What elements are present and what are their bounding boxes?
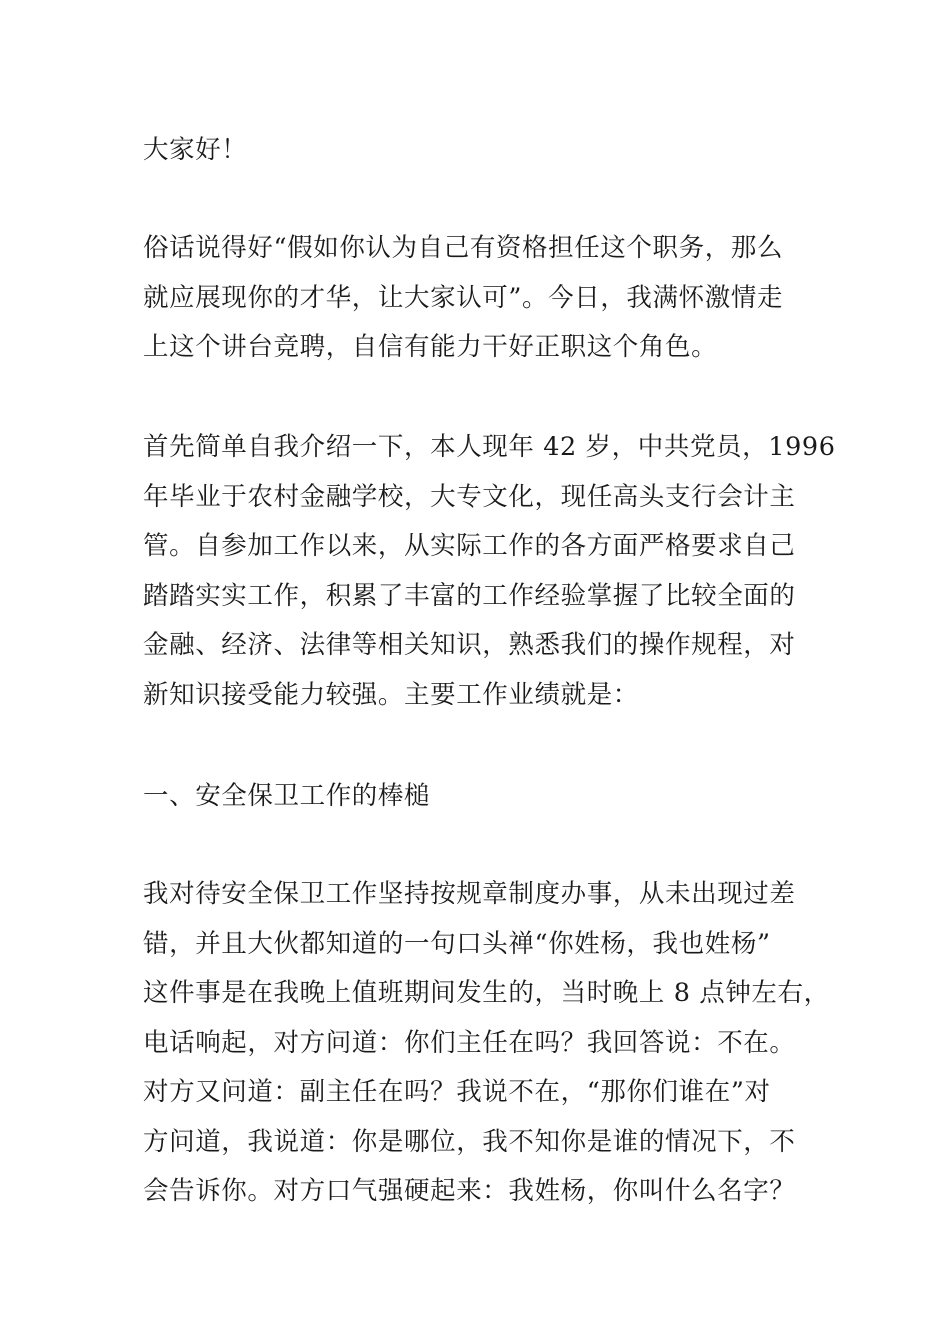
intro-line: 管。自参加工作以来，从实际工作的各方面严格要求自己	[143, 531, 796, 561]
security-line: 这件事是在我晚上值班期间发生的，当时晚上 8 点钟左右，	[143, 978, 830, 1008]
proverb-line: 俗话说得好“假如你认为自己有资格担任这个职务，那么	[143, 233, 784, 263]
section-heading-text: 一、安全保卫工作的棒槌	[143, 781, 431, 811]
intro-line: 新知识接受能力较强。主要工作业绩就是：	[143, 679, 639, 710]
section-heading	[143, 772, 808, 822]
intro-line: 首先简单自我介绍一下，本人现年 42 岁，中共党员，1996	[143, 432, 836, 462]
security-line: 我对待安全保卫工作坚持按规章制度办事，从未出现过差	[143, 879, 796, 909]
security-line: 会告诉你。对方口气强硬起来：我姓杨，你叫什么名字？	[143, 1176, 796, 1206]
greeting-text: 大家好！	[143, 135, 248, 165]
intro-line: 年毕业于农村金融学校，大专文化，现任高头支行会计主	[143, 481, 796, 512]
proverb-line: 上这个讲台竞聘，自信有能力干好正职这个角色。	[143, 332, 718, 362]
security-line: 方问道，我说道：你是哪位，我不知你是谁的情况下，不	[143, 1126, 796, 1157]
security-work-paragraph	[143, 870, 830, 1217]
proverb-line: 就应展现你的才华，让大家认可”。今日，我满怀激情走	[143, 282, 784, 313]
security-line: 电话响起，对方问道：你们主任在吗？我回答说：不在。	[143, 1027, 796, 1058]
greeting-paragraph	[143, 126, 808, 176]
self-intro-paragraph	[143, 423, 836, 720]
security-line: 错，并且大伙都知道的一句口头禅“你姓杨，我也姓杨”	[143, 928, 771, 959]
security-line: 对方又问道：副主任在吗？我说不在，“那你们谁在”对	[143, 1077, 771, 1107]
proverb-paragraph	[143, 224, 808, 373]
intro-line: 踏踏实实工作，积累了丰富的工作经验掌握了比较全面的	[143, 580, 796, 611]
intro-line: 金融、经济、法律等相关知识，熟悉我们的操作规程，对	[143, 630, 796, 660]
